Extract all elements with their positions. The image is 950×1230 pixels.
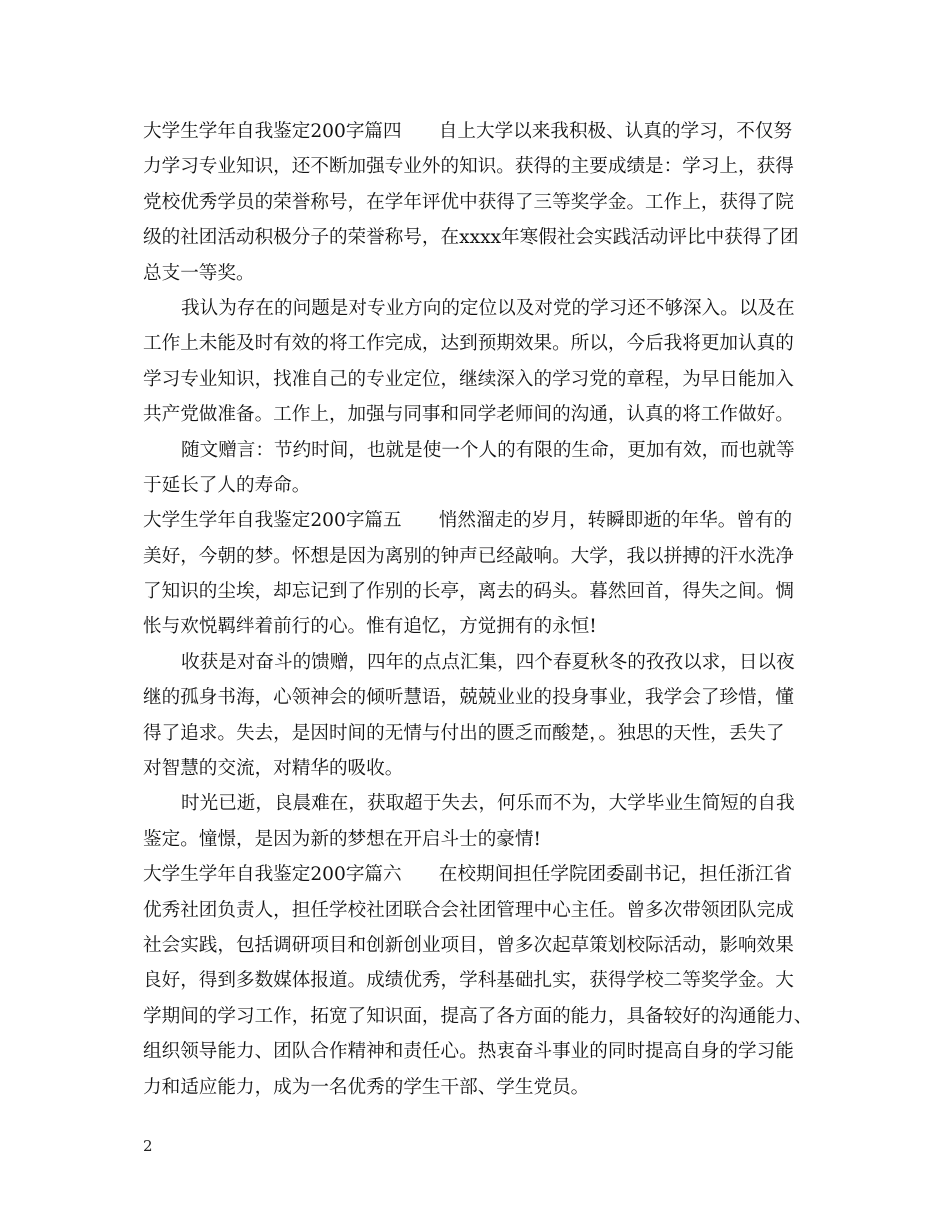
text-line: 大学生学年自我鉴定200字篇六 在校期间担任学院团委副书记，担任浙江省 bbox=[143, 864, 793, 886]
text-line: 力和适应能力，成为一名优秀的学生干部、学生党员。 bbox=[143, 1076, 590, 1098]
text-line: 级的社团活动积极分子的荣誉称号，在xxxx年寒假社会实践活动评比中获得了团 bbox=[143, 227, 799, 249]
text-line: 大学生学年自我鉴定200字篇五 悄然溜走的岁月，转瞬即逝的年华。曾有的 bbox=[143, 510, 793, 532]
text-line: 得了追求。失去，是因时间的无情与付出的匮乏而酸楚，。独思的天性，丢失了 bbox=[143, 722, 785, 744]
text-line: 良好，得到多数媒体报道。成绩优秀，学科基础扎实，获得学校二等奖学金。大 bbox=[143, 970, 794, 992]
text-line: 学习专业知识，找准自己的专业定位，继续深入的学习党的章程，为早日能加入 bbox=[143, 368, 794, 390]
text-line: 随文赠言：节约时间，也就是使一个人的有限的生命，更加有效，而也就等 bbox=[181, 439, 795, 461]
text-line: 组织领导能力、团队合作精神和责任心。热衷奋斗事业的同时提高自身的学习能 bbox=[143, 1041, 794, 1063]
text-line: 学期间的学习工作，拓宽了知识面，提高了各方面的能力，具备较好的沟通能力、 bbox=[143, 1005, 813, 1027]
text-line: 党校优秀学员的荣誉称号，在学年评优中获得了三等奖学金。工作上，获得了院 bbox=[143, 191, 794, 213]
text-line: 鉴定。憧憬，是因为新的梦想在开启斗士的豪情! bbox=[143, 828, 541, 850]
text-line: 力学习专业知识，还不断加强专业外的知识。获得的主要成绩是：学习上，获得 bbox=[143, 156, 794, 178]
text-line: 优秀社团负责人，担任学校社团联合会社团管理中心主任。曾多次带领团队完成 bbox=[143, 899, 794, 921]
text-line: 继的孤身书海，心领神会的倾听慧语，兢兢业业的投身事业，我学会了珍惜，懂 bbox=[143, 687, 794, 709]
text-line: 于延长了人的寿命。 bbox=[143, 474, 311, 496]
text-line: 大学生学年自我鉴定200字篇四 自上大学以来我积极、认真的学习，不仅努 bbox=[143, 121, 793, 142]
document-body bbox=[143, 114, 811, 1105]
text-line: 了知识的尘埃，却忘记到了作别的长亭，离去的码头。暮然回首，得失之间。惆 bbox=[143, 581, 794, 603]
text-line: 社会实践，包括调研项目和创新创业项目，曾多次起草策划校际活动，影响效果 bbox=[143, 934, 794, 956]
text-line: 收获是对奋斗的馈赠，四年的点点汇集，四个春夏秋冬的孜孜以求，日以夜 bbox=[181, 651, 795, 673]
text-line: 共产党做准备。工作上，加强与同事和同学老师间的沟通，认真的将工作做好。 bbox=[143, 404, 794, 426]
text-line: 对智慧的交流，对精华的吸收。 bbox=[143, 758, 404, 780]
text-line: 怅与欢悦羁绊着前行的心。惟有追忆，方觉拥有的永恒! bbox=[143, 616, 597, 638]
text-line: 美好，今朝的梦。怀想是因为离别的钟声已经敲响。大学，我以拼搏的汗水洗净 bbox=[143, 545, 794, 567]
text-line: 时光已逝，良晨难在，获取超于失去，何乐而不为，大学毕业生简短的自我 bbox=[181, 793, 795, 815]
text-line: 我认为存在的问题是对专业方向的定位以及对党的学习还不够深入。以及在 bbox=[181, 297, 795, 319]
text-line: 工作上未能及时有效的将工作完成，达到预期效果。所以，今后我将更加认真的 bbox=[143, 333, 794, 355]
page-number: 2 bbox=[143, 1137, 153, 1155]
text-line: 总支一等奖。 bbox=[143, 262, 255, 284]
